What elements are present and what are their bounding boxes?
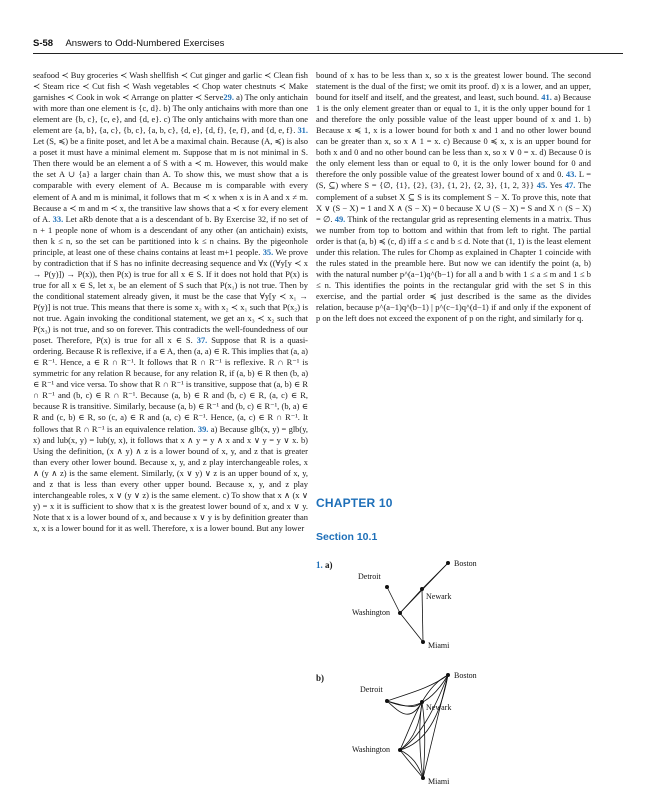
answer-text: The complement of a subset X ⊆ S is its complement S − X. To prove this, note that X ∨ (S − X) = 1 and X ∧ (S − X) = 0 because X ∪ (S − X) = S and X ∩ (S − X) = ∅. [316,180,592,224]
label-boston: Boston [454,559,477,568]
header-rule [33,53,623,54]
exercise-number: 29. [223,92,234,103]
label-b-detroit: Detroit [360,685,383,694]
exercise-number: 35. [262,246,274,257]
answer-text: bound of x has to be less than x, so x is the greatest lower bound. The second statement is the dual of the first; we omit its proof. d) x is a lower, and an upper, bound for itself and itself, and the greatest, and least, such bound. [316,70,591,103]
answer-text: a) Because glb(x, y) = glb(y, x) and lub(x, y) = lub(y, x), it follows that x ∧ y = y ∧ x and x ∨ y = y ∨ x. b) Using the definition, (x ∧ y) ∧ z is a lower bound of x, y, and z that is greater than every other lower bound. Because x, y, and z play interchangeable roles, x ∧ (y ∧ z) is the same element. Similarly, (x ∨ y) ∨ z is an upper bound of x, y, and z that is less than every other upper bound. Because x, y, and z play interchangeable roles, x ∨ (y ∨ z) is the same element. c) To show that x ∧ (x ∨ y) = x it is sufficient to show that x is the greatest lower bound of x, and x ∨ y. Note that x is a lower bound of x, and because x ∨ y is by definition greater than x, x is a lower bound for it as well. Therefore, x is a lower bound. But any lower [33,423,308,533]
label-detroit: Detroit [358,572,381,581]
exercise-number: 33. [52,213,64,224]
graph-b [330,668,620,788]
exercise-number: 49. [334,213,346,224]
node-miami [421,640,425,644]
graph-a [330,555,620,670]
left-column [33,70,308,534]
answer-text: We prove by contradiction that if S has no infinite decreasing sequence and ∀x ((∀y[y ≺ x → P(y)]) → P(x)), then P(x) is true for all x ∈ S. If it does not hold that P(x) is true for all x ∈ S, let x₁ be an element of S such that P(x₁) is not true. Then by the conditional statement already given, it must be the case that ∀y[y ≺ x₁ → P(y)] is not true. This means that there is some x₂ with x₂ ≺ x₁ such that P(x₂) is not true. Again invoking the conditional statement, we get an x₃ ≺ x₂ such that P(x₃) is not true, and so on forever. This contradicts the well-foundedness of our poset. Therefore, P(x) is true for all x ∈ S. [33,246,309,346]
exercise-number: 1. [316,560,323,570]
figure-label-b [316,673,324,683]
node-b-detroit [385,699,389,703]
right-column [316,70,591,324]
node-boston [446,561,450,565]
answer-text: Let aRb denote that a is a descendant of b. By Exercise 32, if no set of n + 1 people none of whom is a descendant of any other (an antichain) exists, then k ≤ n, so the set can be partitioned into k ≤ n chains. By the pigeonhole principle, at least one of these chains contains at least m+1 people. [33,213,308,257]
exercise-number: 47. [564,180,576,191]
label-b-boston: Boston [454,671,477,680]
label-newark: Newark [426,592,452,601]
label-washington: Washington [352,608,391,617]
section-title: Section 10.1 [316,531,378,543]
answer-text: Yes [547,180,565,191]
chapter-title: CHAPTER 10 [316,496,393,510]
exercise-number: 37. [196,335,208,346]
label-b-washington: Washington [352,745,391,754]
node-detroit [385,585,389,589]
left-column-text [33,70,308,534]
answer-text: a) Because 1 is the only element greater than or equal to 1, it is the only upper bound for 1 and therefore the only possible value of the least upper bound of x and 1. b) Because x ≼ 1, x is a lower bound for both x and 1 and no other lower bound can be greater than x, so x ∧ 1 = x. c) Because 0 ≼ x, x is an upper bound for both x and 0 and no other bound can be less than x, so x ∨ 0 = x. d) Because 0 is the only element less than or equal to 0, it is the only lower bound for 0 and therefore the only possible value of the greatest lower bound of x and 0. [316,92,591,180]
answer-text: Suppose that R is a quasi-ordering. Because R is reflexive, if a ∈ A, then (a, a) ∈ R. This implies that (a, a) ∈ R⁻¹. Hence, a ∈ R ∩ R⁻¹. It follows that R ∩ R⁻¹ is reflexive. R ∩ R⁻¹ is symmetric for any relation R because, for any relation R, if (a, b) ∈ R then (b, a) ∈ R⁻¹ and vice versa. To show that R ∩ R⁻¹ is transitive, suppose that (a, b) ∈ R ∩ R⁻¹ and (b, c) ∈ R ∩ R⁻¹. Because (a, b) ∈ R and (b, c) ∈ R, (a, c) ∈ R, because R is transitive. Similarly, because (a, b) ∈ R⁻¹ and (b, c) ∈ R⁻¹, (b, a) ∈ R and (c, b) ∈ R, so (c, a) ∈ R and (a, c) ∈ R⁻¹. Hence, (a, c) ∈ R ∩ R⁻¹. It follows that R ∩ R⁻¹ is an equivalence relation. [33,335,308,434]
exercise-number: 41. [541,92,552,103]
page-number: S-58 [33,38,54,49]
node-b-newark [420,700,424,704]
running-head [33,36,623,52]
node-b-washington [398,748,402,752]
running-title: Answers to Odd-Numbered Exercises [65,38,225,49]
answer-text: Think of the rectangular grid as representing elements in a matrix. Thus we number from top to bottom and within that from left to right. The partial order is that (a, b) ≼ (c, d) iff a ≤ c and b ≤ d. Note that (1, 1) is the least element under this relation. The rules for Chomp as explained in Chapter 1 coincide with the rules stated in the preamble here. But now we can identify the point (a, b) with the natural number p^(a−1)q^(b−1) for all a and b with 1 ≤ a ≤ m and 1 ≤ b ≤ n. This identifies the points in the rectangular grid with the set S in this exercise, and the partial order ≼ just described is the same as the divides relation, because p^(a−1)q^(b−1) | p^(c−1)q^(d−1) if and only if the exponent of p on the left does not exceed the exponent of p on the right, and similarly for q. [316,213,591,324]
part-a-label: a) [325,560,333,570]
exercise-number: 31. [297,125,308,136]
answer-text: L = (S, ⊆) where S = {∅, {1}, {2}, {3}, {1, 2}, {2, 3}, {1, 2, 3}} [316,169,591,191]
right-column-text [316,70,591,324]
answer-text: a) The only antichain with more than one element is {c, d}. b) The only antichains with more than one element are {b, c}, {c, e}, and {d, e}. c) The only antichains with more than one element are {a, b}, {a, c}, {b, c}, {a, b, c}, {d, e}, {d, f}, {e, f}, and {d, e, f}. [33,92,309,136]
node-b-miami [421,776,425,780]
label-b-newark: Newark [426,703,452,712]
part-b-label: b) [316,673,325,683]
node-b-boston [446,673,450,677]
exercise-number: 43. [565,169,577,180]
node-newark [420,587,424,591]
exercise-number: 39. [197,423,209,434]
exercise-number: 45. [536,180,548,191]
answer-text: Let (S, ≼) be a finite poset, and let A be a maximal chain. Because (A, ≼) is also a poset it must have a minimal element m. Suppose that m is not minimal in S. Then there would be an element a of S with a ≺ m. However, this would make the set A ∪ {a} a larger chain than A. To show this, we must show that a is comparable with every element of A. Because m is comparable with every element of A and m is minimal, it follows that m ≺ x when x is in A and x ≠ m. Because a ≺ m and m ≺ x, the transitive law shows that a ≺ x for every element of A. [33,136,308,224]
label-miami: Miami [428,641,450,650]
answer-text: seafood ≺ Buy groceries ≺ Wash shellfish ≺ Cut ginger and garlic ≺ Clean fish ≺ Steam rice ≺ Cut fish ≺ Wash vegetables ≺ Chop water chestnuts ≺ Make garnishes ≺ Cook in wok ≺ Arrange on platter ≺ Serve [33,70,308,103]
label-b-miami: Miami [428,777,450,786]
node-washington [398,611,402,615]
